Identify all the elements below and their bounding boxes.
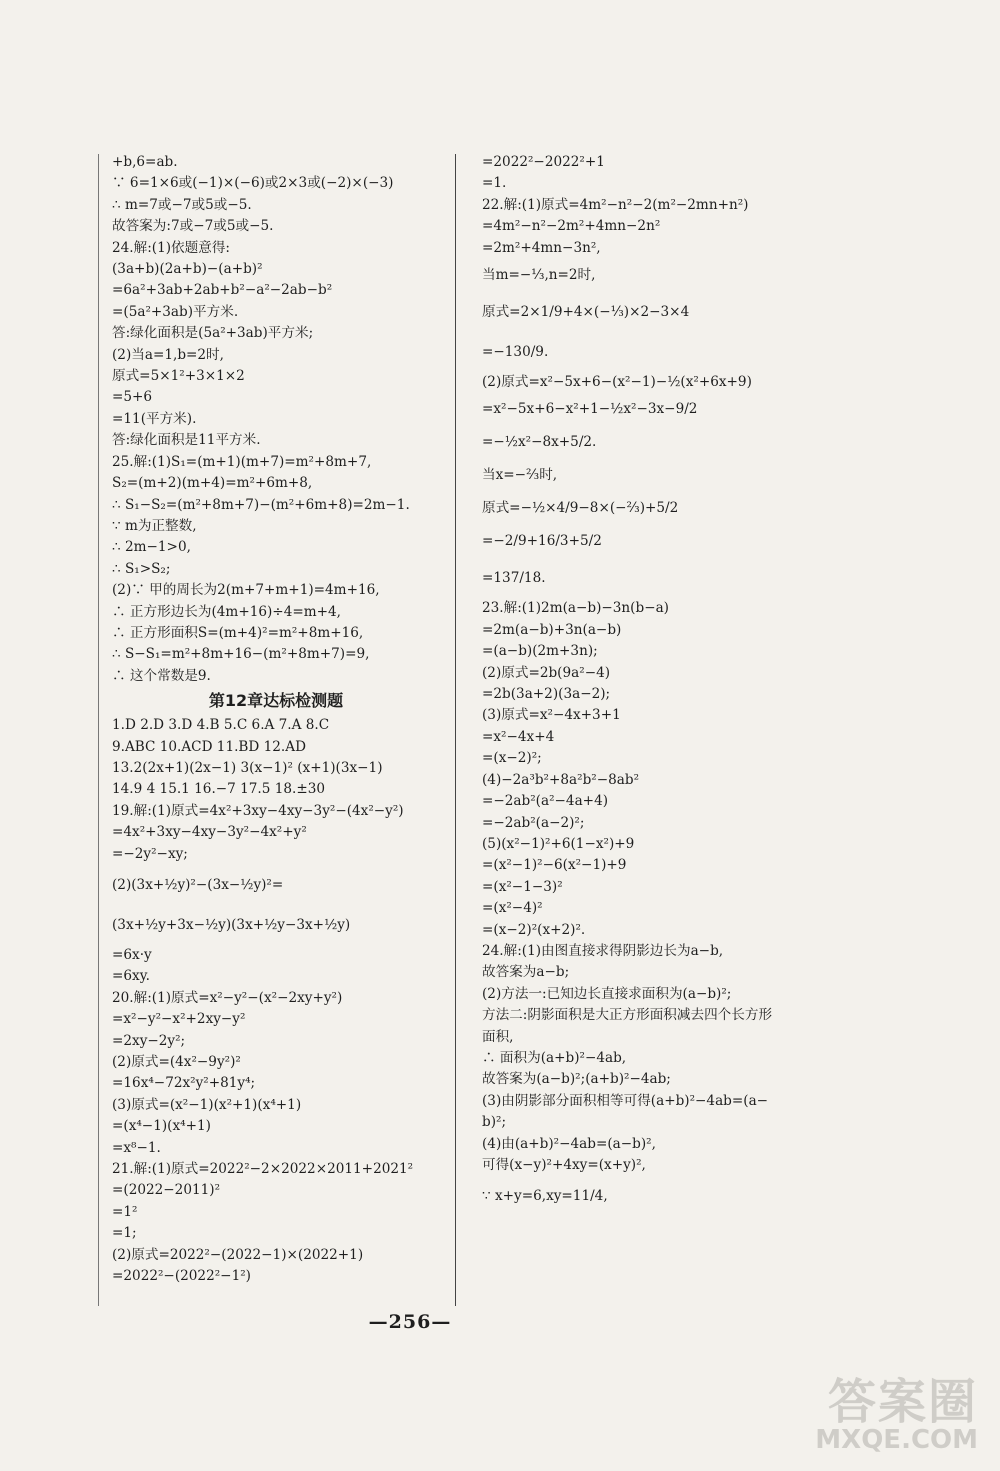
text-line: 当m=−⅓,n=2时,: [482, 267, 596, 284]
text-line: =(2022−2011)²: [112, 1182, 221, 1199]
text-line: (2)原式=2022²−(2022−1)×(2022+1): [112, 1246, 364, 1263]
text-line: =2m²+4mn−3n²,: [482, 239, 601, 256]
text-line: +b,6=ab.: [112, 154, 178, 170]
text-line: =−2ab²(a−2)²;: [482, 814, 585, 831]
text-line: 23.解:(1)2m(a−b)−3n(b−a): [482, 600, 669, 617]
text-line: ∴ S₁−S₂=(m²+8m+7)−(m²+6m+8)=2m−1.: [112, 496, 410, 513]
watermark-text: 答案圈: [827, 1374, 978, 1430]
text-line: 14.9 4 15.1 16.−7 17.5 18.±30: [112, 781, 326, 798]
text-line: (2)∵ 甲的周长为2(m+7+m+1)=4m+16,: [112, 582, 380, 599]
text-line: (5)(x²−1)²+6(1−x²)+9: [482, 835, 635, 852]
watermark-logo: [778, 1363, 978, 1455]
text-line: 原式=−½×4/9−8×(−⅔)+5/2: [482, 500, 679, 517]
text-line: ∴ S₁>S₂;: [112, 560, 171, 577]
text-line: 答:绿化面积是(5a²+3ab)平方米;: [112, 325, 314, 342]
text-line: 原式=5×1²+3×1×2: [112, 368, 245, 385]
text-line: (2)当a=1,b=2时,: [112, 346, 224, 363]
watermark-url: MXQE.COM: [815, 1425, 978, 1455]
text-line: 答:绿化面积是11平方米.: [112, 432, 261, 449]
text-line: 面积,: [482, 1028, 514, 1045]
text-line: (3)原式=x²−4x+3+1: [482, 707, 621, 724]
text-line: =6xy.: [112, 968, 150, 985]
text-line: (2)方法一:已知边长直接求面积为(a−b)²;: [482, 985, 732, 1002]
text-line: (3)由阴影部分面积相等可得(a+b)²−4ab=(a−: [482, 1092, 769, 1109]
text-line: (2)原式=x²−5x+6−(x²−1)−½(x²+6x+9): [482, 374, 752, 391]
text-line: ∴ m=7或−7或5或−5.: [112, 196, 252, 213]
text-line: =(5a²+3ab)平方米.: [112, 303, 239, 320]
text-line: ∴ 正方形面积S=(m+4)²=m²+8m+16,: [112, 624, 364, 641]
text-line: 19.解:(1)原式=4x²+3xy−4xy−3y²−(4x²−y²): [112, 802, 404, 819]
text-line: =(x−2)²(x+2)².: [482, 921, 586, 938]
text-line: 9.ABC 10.ACD 11.BD 12.AD: [112, 738, 306, 755]
text-line: =137/18.: [482, 570, 546, 587]
text-line: ∴ S−S₁=m²+8m+16−(m²+8m+7)=9,: [112, 646, 370, 663]
text-line: =4m²−n²−2m²+4mn−2n²: [482, 218, 661, 235]
text-line: =x²−5x+6−x²+1−½x²−3x−9/2: [482, 401, 698, 418]
text-line: =x²−y²−x²+2xy−y²: [112, 1011, 246, 1028]
text-line: =x⁸−1.: [112, 1139, 161, 1156]
text-line: =2xy−2y²;: [112, 1032, 186, 1049]
text-line: 1.D 2.D 3.D 4.B 5.C 6.A 7.A 8.C: [112, 717, 330, 734]
text-line: =(a−b)(2m+3n);: [482, 643, 598, 660]
text-line: =11(平方米).: [112, 410, 197, 427]
text-line: (2)原式=2b(9a²−4): [482, 664, 611, 681]
text-line: =5+6: [112, 389, 153, 406]
text-line: ∵ x+y=6,xy=11/4,: [482, 1188, 608, 1205]
text-line: 22.解:(1)原式=4m²−n²−2(m²−2mn+n²): [482, 196, 749, 213]
text-line: (4)由(a+b)²−4ab=(a−b)²,: [482, 1135, 656, 1152]
text-line: ∵ m为正整数,: [112, 517, 197, 534]
text-line: =6x·y: [112, 947, 152, 963]
left-answers-bottom: [112, 715, 440, 1287]
text-line: 故答案为(a−b)²;(a+b)²−4ab;: [482, 1071, 671, 1088]
text-line: ∵ 6=1×6或(−1)×(−6)或2×3或(−2)×(−3): [112, 175, 394, 192]
text-line: (3)原式=(x²−1)(x²+1)(x⁴+1): [112, 1096, 302, 1113]
text-line: b)²;: [482, 1114, 507, 1131]
text-line: 21.解:(1)原式=2022²−2×2022×2011+2021²: [112, 1161, 414, 1178]
text-line: =6a²+3ab+2ab+b²−a²−2ab−b²: [112, 282, 333, 299]
column-divider: [455, 154, 456, 1306]
text-line: =1;: [112, 1225, 137, 1242]
text-line: 20.解:(1)原式=x²−y²−(x²−2xy+y²): [112, 989, 343, 1006]
text-line: =−2ab²(a²−4a+4): [482, 793, 609, 810]
text-line: 故答案为:7或−7或5或−5.: [112, 218, 274, 235]
text-line: =2022²−(2022²−1²): [112, 1268, 251, 1285]
text-line: =16x⁴−72x²y²+81y⁴;: [112, 1075, 256, 1092]
text-line: 24.解:(1)由图直接求得阴影边长为a−b,: [482, 942, 724, 959]
text-line: =x²−4x+4: [482, 728, 555, 745]
text-line: =−2y²−xy;: [112, 845, 188, 862]
right-answers: [482, 152, 832, 1216]
text-line: ∴ 正方形边长为(4m+16)÷4=m+4,: [112, 603, 341, 620]
text-line: =−2/9+16/3+5/2: [482, 533, 602, 550]
text-line: (2)(3x+½y)²−(3x−½y)²=: [112, 877, 284, 893]
text-line: 故答案为a−b;: [482, 964, 570, 981]
text-line: =(x⁴−1)(x⁴+1): [112, 1118, 211, 1135]
text-line: =2m(a−b)+3n(a−b): [482, 621, 622, 638]
left-answers-top: [112, 152, 440, 687]
text-line: 方法二:阴影面积是大正方形面积减去四个长方形: [482, 1007, 773, 1024]
text-line: =−130/9.: [482, 344, 549, 361]
text-line: ∴ 2m−1>0,: [112, 539, 191, 556]
section-title: 第12章达标检测题: [208, 691, 344, 711]
text-line: =2022²−2022²+1: [482, 154, 605, 170]
left-column: [112, 152, 440, 1288]
text-line: ∴ 面积为(a+b)²−4ab,: [482, 1049, 627, 1066]
text-line: =1²: [112, 1203, 138, 1220]
text-line: =(x²−4)²: [482, 900, 543, 917]
text-line: =−½x²−8x+5/2.: [482, 434, 597, 451]
text-line: (2)原式=(4x²−9y²)²: [112, 1054, 241, 1071]
text-line: 25.解:(1)S₁=(m+1)(m+7)=m²+8m+7,: [112, 453, 372, 470]
text-line: =2b(3a+2)(3a−2);: [482, 686, 611, 703]
text-line: (3a+b)(2a+b)−(a+b)²: [112, 261, 263, 278]
right-column: [482, 152, 832, 1216]
text-line: 当x=−⅔时,: [482, 467, 558, 484]
text-line: =(x²−1)²−6(x²−1)+9: [482, 857, 627, 874]
text-line: 24.解:(1)依题意得:: [112, 239, 231, 256]
text-line: =1.: [482, 175, 507, 192]
text-line: 可得(x−y)²+4xy=(x+y)²,: [482, 1157, 646, 1173]
text-line: =(x−2)²;: [482, 750, 542, 767]
text-line: (3x+½y+3x−½y)(3x+½y−3x+½y): [112, 917, 351, 933]
text-line: =4x²+3xy−4xy−3y²−4x²+y²: [112, 824, 307, 841]
page-number: —256—: [368, 1311, 452, 1333]
text-line: ∴ 这个常数是9.: [112, 667, 211, 684]
text-line: 原式=2×1/9+4×(−⅓)×2−3×4: [482, 304, 690, 321]
text-line: S₂=(m+2)(m+4)=m²+6m+8,: [112, 475, 313, 492]
text-line: 13.2(2x+1)(2x−1) 3(x−1)² (x+1)(3x−1): [112, 759, 383, 776]
text-line: =(x²−1−3)²: [482, 878, 563, 895]
text-line: (4)−2a³b²+8a²b²−8ab²: [482, 771, 640, 788]
left-margin-rule: [98, 154, 99, 1306]
